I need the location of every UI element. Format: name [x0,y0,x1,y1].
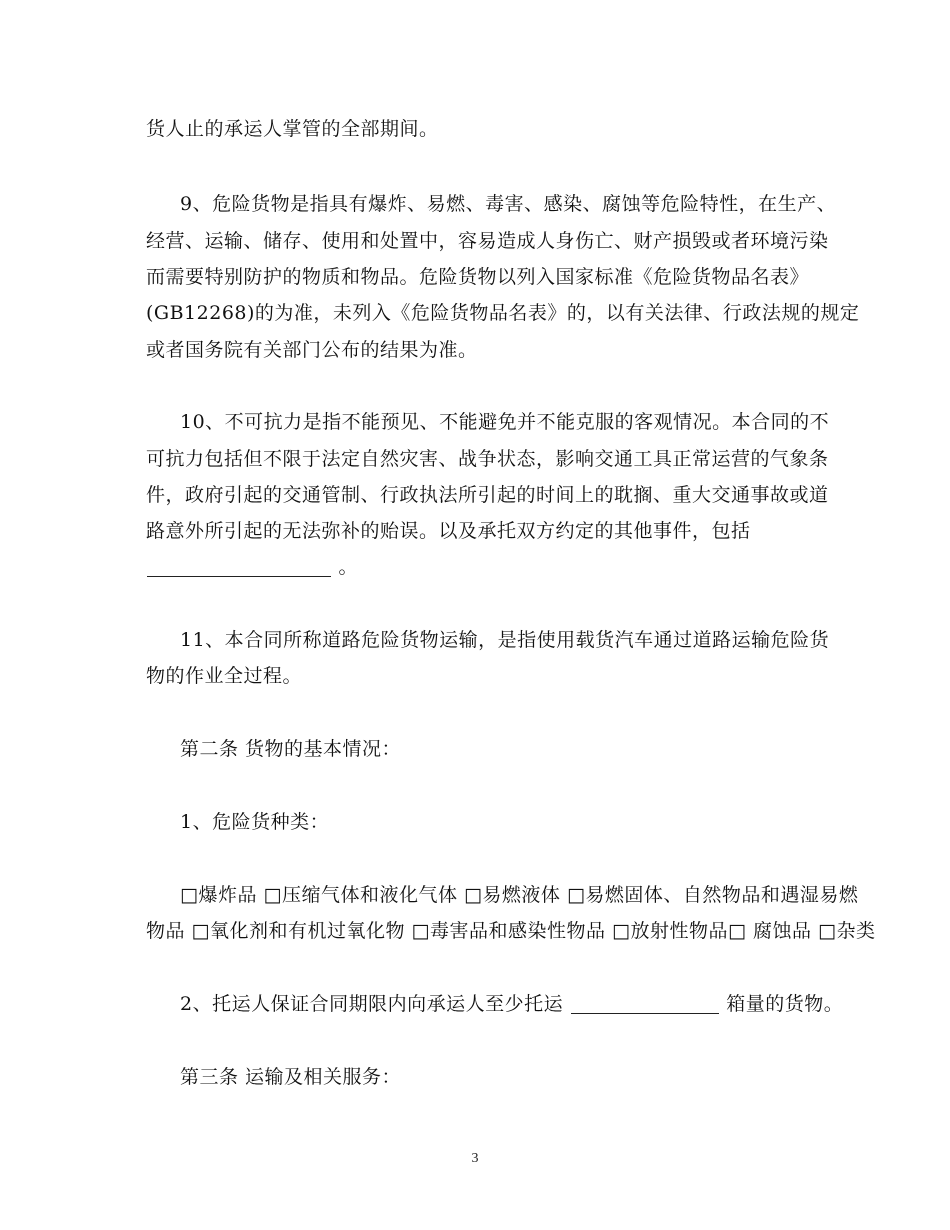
paragraph-9-line-4: (GB12268)的为准，未列入《危险货物品名表》的，以有关法律、行政法规的规定 [146,302,860,324]
shipment-volume-unit-text: 箱量的货物。 [726,993,844,1015]
paragraph-11-line-1: 11、本合同所称道路危险货物运输，是指使用载货汽车通过道路运输危险货 [180,629,830,651]
minimum-shipment-text: 2、托运人保证合同期限内向承运人至少托运 [180,993,564,1015]
paragraph-10-line-3: 件，政府引起的交通管制、行政执法所引起的时间上的耽搁、重大交通事故或道 [146,484,829,506]
article-two-heading: 第二条 货物的基本情况： [180,738,402,760]
dangerous-goods-type-heading: 1、危险货种类： [180,811,330,833]
page-number: 3 [471,1151,479,1166]
goods-type-options-line-1: □爆炸品 □压缩气体和液化气体 □易燃液体 □易燃固体、自然物品和遇湿易燃 [180,884,859,906]
paragraph-10-line-4: 路意外所引起的无法弥补的贻误。以及承托双方约定的其他事件，包括 [146,520,751,542]
shipment-volume-blank[interactable] [571,995,719,1014]
blank-ending-punctuation: 。 [338,556,359,578]
paragraph-9-line-2: 经营、运输、储存、使用和处置中，容易造成人身伤亡、财产损毁或者环境污染 [146,230,829,252]
minimum-shipment-line [180,995,850,1014]
goods-type-options-line-2: 物品 □氧化剂和有机过氧化物 □毒害品和感染性物品 □放射性物品□ 腐蚀品 □杂类 [146,920,876,942]
paragraph-9-line-1: 9、危险货物是指具有爆炸、易燃、毒害、感染、腐蚀等危险特性，在生产、 [180,193,837,215]
paragraph-9-line-5: 或者国务院有关部门公布的结果为准。 [146,339,478,361]
paragraph-10-line-2: 可抗力包括但不限于法定自然灾害、战争状态，影响交通工具正常运营的气象条 [146,448,829,470]
article-three-heading: 第三条 运输及相关服务： [180,1066,402,1088]
paragraph-line: 货人止的承运人掌管的全部期间。 [146,118,439,140]
fill-in-blank[interactable] [147,558,331,577]
paragraph-10-line-5 [146,558,816,577]
paragraph-10-line-1: 10、不可抗力是指不能预见、不能避免并不能克服的客观情况。本合同的不 [180,411,830,433]
paragraph-11-line-2: 物的作业全过程。 [146,665,303,687]
paragraph-9-line-3: 而需要特别防护的物质和物品。危险货物以列入国家标准《危险货物品名表》 [146,266,810,288]
